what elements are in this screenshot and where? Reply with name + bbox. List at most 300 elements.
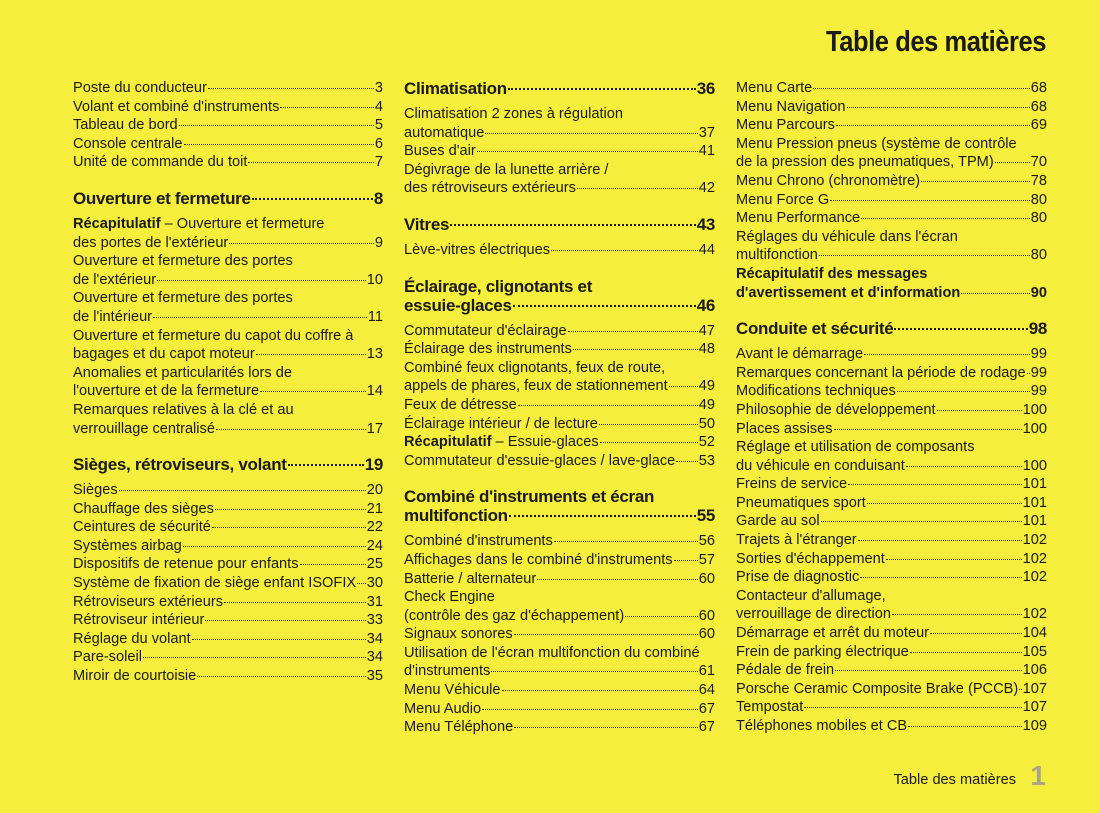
toc-page-number: 21 — [366, 500, 383, 517]
toc-entry-line: Commutateur d'essuie-glaces / lave-glace — [404, 452, 676, 469]
toc-entry-text — [736, 319, 893, 338]
toc-entry-text — [736, 266, 927, 282]
toc-entry-line: l'ouverture et de la fermeture — [73, 383, 260, 400]
toc-entry[interactable] — [404, 415, 715, 434]
toc-entry-text — [736, 698, 803, 717]
toc-entry[interactable] — [404, 433, 715, 452]
toc-entry[interactable] — [736, 512, 1047, 531]
toc-page-number: 109 — [1022, 718, 1047, 734]
dot-leader — [573, 349, 698, 350]
dot-leader — [300, 564, 366, 565]
toc-entry-line: – Essuie-glaces — [491, 434, 599, 451]
toc-entry-line: Anomalies et particularités lors de — [73, 364, 293, 381]
toc-entry-line: Éclairage des instruments — [404, 341, 572, 358]
toc-page-number: 100 — [1022, 420, 1047, 437]
toc-entry[interactable] — [736, 661, 1047, 680]
toc-entry-line: Menu Chrono (chronomètre) — [736, 172, 921, 189]
toc-entry-text — [736, 229, 958, 245]
toc-entry-text — [404, 215, 449, 234]
toc-page-number: 60 — [698, 607, 715, 624]
toc-entry[interactable] — [736, 494, 1047, 513]
toc-entry-line: Lève-vitres électriques — [404, 241, 551, 258]
toc-page-number: 100 — [1022, 401, 1047, 418]
toc-page-number: 55 — [696, 506, 715, 526]
dot-leader — [600, 442, 698, 443]
dot-leader — [252, 198, 373, 200]
toc-entry[interactable] — [73, 135, 383, 154]
toc-entry[interactable] — [404, 322, 715, 341]
toc-column-3 — [736, 79, 1047, 736]
toc-page-number: 34 — [366, 649, 383, 666]
toc-entry[interactable] — [73, 630, 383, 649]
dot-leader — [450, 224, 696, 226]
toc-page-number: 34 — [366, 630, 383, 647]
toc-entry-line: de l'extérieur — [73, 271, 157, 288]
toc-entry[interactable] — [404, 452, 715, 471]
dot-leader — [669, 386, 698, 387]
dot-leader — [205, 620, 365, 621]
dot-leader — [674, 560, 698, 561]
dot-leader — [143, 657, 366, 658]
toc-entry-line: Console centrale — [73, 135, 183, 152]
dot-leader — [830, 200, 1029, 201]
toc-entry-line: Combiné d'instruments — [404, 533, 553, 550]
toc-page-number: 6 — [374, 135, 383, 152]
toc-entry-line: des portes de l'extérieur — [73, 234, 229, 251]
toc-entry[interactable] — [73, 593, 383, 612]
toc-page-number: 36 — [696, 79, 715, 98]
toc-entry-line: Ouverture et fermeture des portes — [73, 253, 293, 270]
dot-leader — [537, 579, 698, 580]
toc-entry[interactable] — [73, 98, 383, 117]
toc-entry-text — [404, 551, 673, 570]
toc-page-number: 17 — [366, 420, 383, 437]
toc-entry-line: Remarques concernant la période de rodage — [736, 364, 1026, 381]
toc-entry[interactable] — [736, 98, 1047, 117]
toc-entry[interactable] — [404, 588, 715, 625]
toc-page-number: 35 — [366, 668, 383, 685]
toc-entry[interactable] — [736, 345, 1047, 364]
toc-page-number: 107 — [1022, 699, 1047, 716]
toc-entry[interactable] — [404, 532, 715, 551]
toc-entry[interactable] — [736, 420, 1047, 439]
toc-page-number: 14 — [366, 383, 383, 400]
toc-entry-text — [736, 717, 907, 736]
toc-page-number: 8 — [373, 188, 383, 208]
toc-entry-text — [404, 179, 576, 198]
footer-label: Table des matières — [893, 772, 1016, 788]
toc-entry-line: Système de fixation de siège enfant ISOFIX — [73, 575, 357, 592]
toc-page-number: 52 — [698, 434, 715, 451]
toc-entry[interactable] — [736, 698, 1047, 717]
toc-entry[interactable] — [404, 644, 715, 681]
toc-entry-line: Porsche Ceramic Composite Brake (PCCB) — [736, 680, 1019, 697]
toc-entry[interactable] — [736, 401, 1047, 420]
dot-leader — [921, 181, 1030, 182]
toc-entry[interactable] — [736, 116, 1047, 135]
toc-column-1 — [73, 79, 383, 686]
toc-entry-text — [73, 271, 156, 290]
toc-section-heading[interactable] — [404, 487, 715, 525]
toc-entry[interactable] — [736, 568, 1047, 587]
toc-page-number: 101 — [1022, 476, 1047, 493]
toc-entry-line: Dispositifs de retenue pour enfants — [73, 556, 299, 573]
toc-entry-line: Combiné feux clignotants, feux de route, — [404, 359, 666, 376]
toc-entry[interactable] — [404, 625, 715, 644]
toc-entry-line: Contacteur d'allumage, — [736, 587, 886, 604]
toc-entry[interactable] — [73, 327, 383, 364]
toc-entry-text — [736, 116, 835, 135]
dot-leader — [835, 670, 1021, 671]
toc-entry-text — [736, 136, 1017, 152]
toc-entry-text — [73, 518, 211, 537]
toc-entry[interactable] — [404, 359, 715, 396]
toc-entry-text — [73, 345, 255, 364]
dot-leader — [508, 88, 696, 90]
toc-entry-text — [73, 455, 287, 474]
toc-entry-line: Signaux sonores — [404, 626, 513, 643]
toc-entry[interactable] — [404, 161, 715, 198]
toc-entry-text — [73, 667, 196, 686]
toc-entry-line: Réglage du volant — [73, 630, 191, 647]
toc-entry-line: Éclairage, clignotants et — [404, 276, 593, 296]
toc-entry-line: (contrôle des gaz d'échappement) — [404, 607, 625, 624]
toc-entry-line: bagages et du capot moteur — [73, 346, 255, 363]
toc-entry[interactable] — [73, 667, 383, 686]
toc-entry[interactable] — [404, 700, 715, 719]
toc-entry[interactable] — [736, 382, 1047, 401]
toc-entry[interactable] — [73, 252, 383, 289]
toc-entry-text — [404, 124, 484, 143]
toc-entry-line: de la pression des pneumatiques, TPM) — [736, 154, 994, 171]
toc-entry-text — [404, 589, 495, 605]
toc-section-heading[interactable] — [73, 455, 383, 474]
toc-entry[interactable] — [73, 648, 383, 667]
toc-entry-text — [404, 681, 501, 700]
toc-entry-text — [736, 364, 1026, 383]
toc-entry-text — [73, 308, 152, 327]
toc-entry[interactable] — [736, 265, 1047, 302]
dot-leader — [248, 162, 373, 163]
toc-page-number: 56 — [698, 533, 715, 550]
toc-entry[interactable] — [736, 643, 1047, 662]
toc-page-number: 5 — [374, 117, 383, 134]
dot-leader — [906, 466, 1022, 467]
toc-entry[interactable] — [736, 531, 1047, 550]
toc-entry-line: d'instruments — [404, 663, 491, 680]
toc-entry-text — [404, 340, 572, 359]
toc-entry[interactable] — [736, 135, 1047, 172]
toc-entry-line: Ouverture et fermeture du capot du coffre à — [73, 327, 354, 344]
toc-entry-text — [404, 79, 507, 98]
toc-page-number: 80 — [1030, 191, 1047, 208]
toc-entry-text — [73, 153, 247, 172]
toc-entry-line: Récapitulatif des messages — [736, 265, 928, 282]
toc-entry-line: Chauffage des sièges — [73, 500, 214, 517]
toc-entry[interactable] — [736, 172, 1047, 191]
toc-entry-text — [404, 415, 598, 434]
toc-entry[interactable] — [736, 79, 1047, 98]
toc-entry-line: Menu Audio — [404, 700, 482, 717]
dot-leader — [153, 317, 367, 318]
toc-entry[interactable] — [404, 570, 715, 589]
toc-page-number: 13 — [366, 346, 383, 363]
toc-page-number: 80 — [1030, 210, 1047, 227]
toc-page-number: 98 — [1028, 319, 1047, 339]
dot-leader — [216, 429, 366, 430]
toc-page-number: 49 — [698, 378, 715, 395]
dot-leader — [518, 405, 698, 406]
toc-entry[interactable] — [73, 289, 383, 326]
dot-leader — [280, 107, 373, 108]
toc-entry-text — [73, 234, 228, 253]
toc-entry[interactable] — [73, 537, 383, 556]
toc-entry-line: Miroir de courtoisie — [73, 668, 197, 685]
toc-entry-text — [736, 401, 936, 420]
toc-entry-text — [73, 481, 118, 500]
toc-entry-line: Menu Carte — [736, 80, 813, 96]
toc-entry[interactable] — [73, 79, 383, 98]
toc-entry-text — [736, 643, 909, 662]
toc-entry-text — [404, 718, 513, 737]
toc-entry[interactable] — [736, 624, 1047, 643]
toc-entry-text — [404, 162, 608, 178]
dot-leader — [197, 676, 365, 677]
toc-section-heading[interactable] — [404, 215, 715, 234]
toc-entry[interactable] — [73, 116, 383, 135]
dot-leader — [910, 652, 1022, 653]
toc-entry[interactable] — [736, 438, 1047, 475]
dot-leader — [847, 107, 1030, 108]
toc-entry-text — [736, 588, 886, 604]
toc-entry[interactable] — [404, 105, 715, 142]
toc-page-number: 53 — [698, 452, 715, 469]
dot-leader — [224, 602, 366, 603]
toc-entry-text — [73, 79, 207, 98]
toc-page-number: 7 — [374, 154, 383, 171]
toc-entry-text — [73, 98, 279, 117]
dot-leader — [867, 503, 1022, 504]
toc-entry[interactable] — [736, 191, 1047, 210]
toc-entry[interactable] — [73, 518, 383, 537]
toc-entry[interactable] — [736, 209, 1047, 228]
toc-entry-line: Menu Téléphone — [404, 719, 514, 736]
toc-entry-line: Menu Pression pneus (système de contrôle — [736, 135, 1017, 152]
dot-leader — [513, 305, 696, 307]
toc-entry-text — [73, 574, 356, 593]
toc-entry-text — [73, 253, 293, 269]
toc-entry-line: Conduite et sécurité — [736, 319, 894, 339]
toc-page-number: 24 — [366, 537, 383, 554]
toc-page-number: 99 — [1030, 383, 1047, 400]
dot-leader — [179, 125, 374, 126]
dot-leader — [813, 88, 1030, 89]
toc-entry[interactable] — [73, 215, 383, 252]
toc-entry-text — [404, 296, 512, 315]
dot-leader — [897, 391, 1030, 392]
toc-entry-text — [736, 624, 929, 643]
toc-entry-text — [404, 662, 490, 681]
toc-page-number: 70 — [1030, 154, 1047, 171]
toc-entry[interactable] — [736, 587, 1047, 624]
toc-entry[interactable] — [73, 500, 383, 519]
toc-page-number: 37 — [698, 124, 715, 141]
toc-entry-text — [736, 284, 960, 303]
toc-page-number: 107 — [1022, 680, 1047, 697]
toc-page-number: 9 — [374, 234, 383, 251]
toc-entry-line: Tableau de bord — [73, 117, 178, 134]
toc-page-number: 60 — [698, 626, 715, 643]
toc-entry-line: Éclairage intérieur / de lecture — [404, 415, 598, 432]
dot-leader — [908, 726, 1021, 727]
toc-entry-text — [736, 531, 857, 550]
toc-entry[interactable] — [404, 396, 715, 415]
toc-entry[interactable] — [404, 551, 715, 570]
toc-entry-line: Ouverture et fermeture des portes — [73, 290, 293, 307]
toc-entry-text — [736, 345, 863, 364]
toc-entry-line: Pare-soleil — [73, 649, 142, 666]
dot-leader — [551, 250, 698, 251]
toc-entry-line: Sorties d'échappement — [736, 550, 885, 567]
toc-entry-line: Téléphones mobiles et CB — [736, 718, 908, 734]
toc-entry-text — [73, 216, 324, 232]
dot-leader — [836, 125, 1030, 126]
toc-page-number: 60 — [698, 570, 715, 587]
toc-entry-text — [736, 550, 885, 569]
toc-entry-line: du véhicule en conduisant — [736, 457, 905, 474]
toc-entry-text — [404, 241, 550, 260]
toc-entry[interactable] — [736, 550, 1047, 569]
toc-entry[interactable] — [736, 475, 1047, 494]
toc-entry-line: Prise de diagnostic — [736, 569, 860, 586]
toc-section-heading[interactable] — [404, 277, 715, 315]
toc-page-number: 101 — [1022, 513, 1047, 530]
toc-page-number: 99 — [1030, 364, 1047, 381]
toc-page-number: 49 — [698, 396, 715, 413]
toc-entry[interactable] — [73, 481, 383, 500]
dot-leader — [491, 671, 697, 672]
dot-leader — [215, 509, 366, 510]
toc-page-number: 102 — [1022, 550, 1047, 567]
toc-entry-text — [736, 153, 994, 172]
toc-page-number: 90 — [1030, 284, 1047, 301]
toc-entry[interactable] — [736, 680, 1047, 699]
toc-entry[interactable] — [73, 401, 383, 438]
toc-page-number: 31 — [366, 593, 383, 610]
toc-page-number: 68 — [1030, 80, 1047, 96]
toc-page-number: 20 — [366, 482, 383, 499]
toc-entry-line: Combiné d'instruments et écran — [404, 487, 655, 507]
dot-leader — [119, 490, 366, 491]
toc-entry-line: Ouverture et fermeture — [73, 188, 251, 208]
toc-entry-line: Philosophie de développement — [736, 401, 936, 418]
dot-leader — [995, 162, 1030, 163]
dot-leader — [804, 707, 1021, 708]
toc-page-number: 33 — [366, 612, 383, 629]
toc-page-number: 106 — [1022, 662, 1047, 679]
toc-section-heading[interactable] — [736, 319, 1047, 338]
toc-page-number: 67 — [698, 719, 715, 736]
toc-entry-line: essuie-glaces — [404, 295, 512, 315]
toc-column-2 — [404, 79, 715, 737]
page-number: 1 — [1030, 760, 1046, 791]
toc-section-heading[interactable] — [73, 189, 383, 208]
toc-entry-line: Utilisation de l'écran multifonction du combiné — [404, 644, 700, 661]
toc-entry[interactable] — [73, 574, 383, 593]
toc-entry[interactable] — [404, 718, 715, 737]
dot-leader — [1019, 689, 1021, 690]
dot-leader — [599, 424, 698, 425]
toc-entry[interactable] — [404, 340, 715, 359]
toc-entry[interactable] — [736, 364, 1047, 383]
toc-entry-text — [404, 487, 654, 506]
toc-page-number: 30 — [366, 575, 383, 592]
toc-entry-line: Pneumatiques sport — [736, 494, 866, 511]
toc-page-number: 78 — [1030, 172, 1047, 189]
toc-entry-text — [73, 365, 292, 381]
toc-entry-text — [736, 457, 905, 476]
toc-entry-line: Check Engine — [404, 589, 495, 606]
toc-entry[interactable] — [73, 153, 383, 172]
toc-entry-line: Pédale de frein — [736, 662, 835, 679]
toc-entry-line: Freins de service — [736, 476, 848, 493]
toc-page-number: 3 — [374, 80, 383, 96]
toc-entry-text — [404, 532, 553, 551]
toc-entry[interactable] — [404, 681, 715, 700]
toc-page-number: 100 — [1022, 457, 1047, 474]
toc-entry-text — [404, 396, 517, 415]
toc-entry-line: Menu Performance — [736, 210, 861, 227]
dot-leader — [256, 354, 366, 355]
toc-entry-line: Volant et combiné d'instruments — [73, 98, 280, 115]
toc-page-number: 43 — [696, 214, 715, 234]
toc-page-number: 48 — [698, 341, 715, 358]
toc-entry-bold-prefix: Récapitulatif — [73, 215, 161, 232]
toc-entry-line: Réglages du véhicule dans l'écran — [736, 228, 958, 245]
toc-entry[interactable] — [404, 241, 715, 260]
toc-entry-text — [73, 630, 191, 649]
toc-entry-text — [73, 555, 299, 574]
toc-entry-text — [73, 135, 183, 154]
toc-entry[interactable] — [736, 717, 1047, 736]
toc-entry[interactable] — [736, 228, 1047, 265]
toc-entry-line: Menu Navigation — [736, 98, 846, 115]
toc-entry-line: Modifications techniques — [736, 383, 896, 400]
toc-entry-text — [736, 605, 891, 624]
toc-entry-text — [404, 360, 665, 376]
toc-page-number: 104 — [1022, 625, 1047, 642]
toc-entry[interactable] — [404, 142, 715, 161]
toc-entry-text — [73, 290, 293, 306]
toc-entry-text — [736, 191, 829, 210]
page-title: Table des matières — [826, 26, 1046, 58]
toc-entry[interactable] — [73, 611, 383, 630]
dot-leader — [229, 243, 374, 244]
toc-entry-text — [404, 277, 592, 296]
toc-page-number: 11 — [367, 308, 383, 325]
toc-section-heading[interactable] — [404, 79, 715, 98]
toc-page-number: 10 — [366, 271, 383, 288]
toc-entry[interactable] — [73, 364, 383, 401]
toc-entry-line: d'avertissement et d'information — [736, 284, 961, 301]
toc-entry-line: Rétroviseur intérieur — [73, 612, 205, 629]
dot-leader — [892, 614, 1022, 615]
toc-entry[interactable] — [73, 555, 383, 574]
dot-leader — [577, 188, 698, 189]
dot-leader — [886, 559, 1022, 560]
dot-leader — [860, 577, 1021, 578]
toc-entry-text — [73, 500, 214, 519]
